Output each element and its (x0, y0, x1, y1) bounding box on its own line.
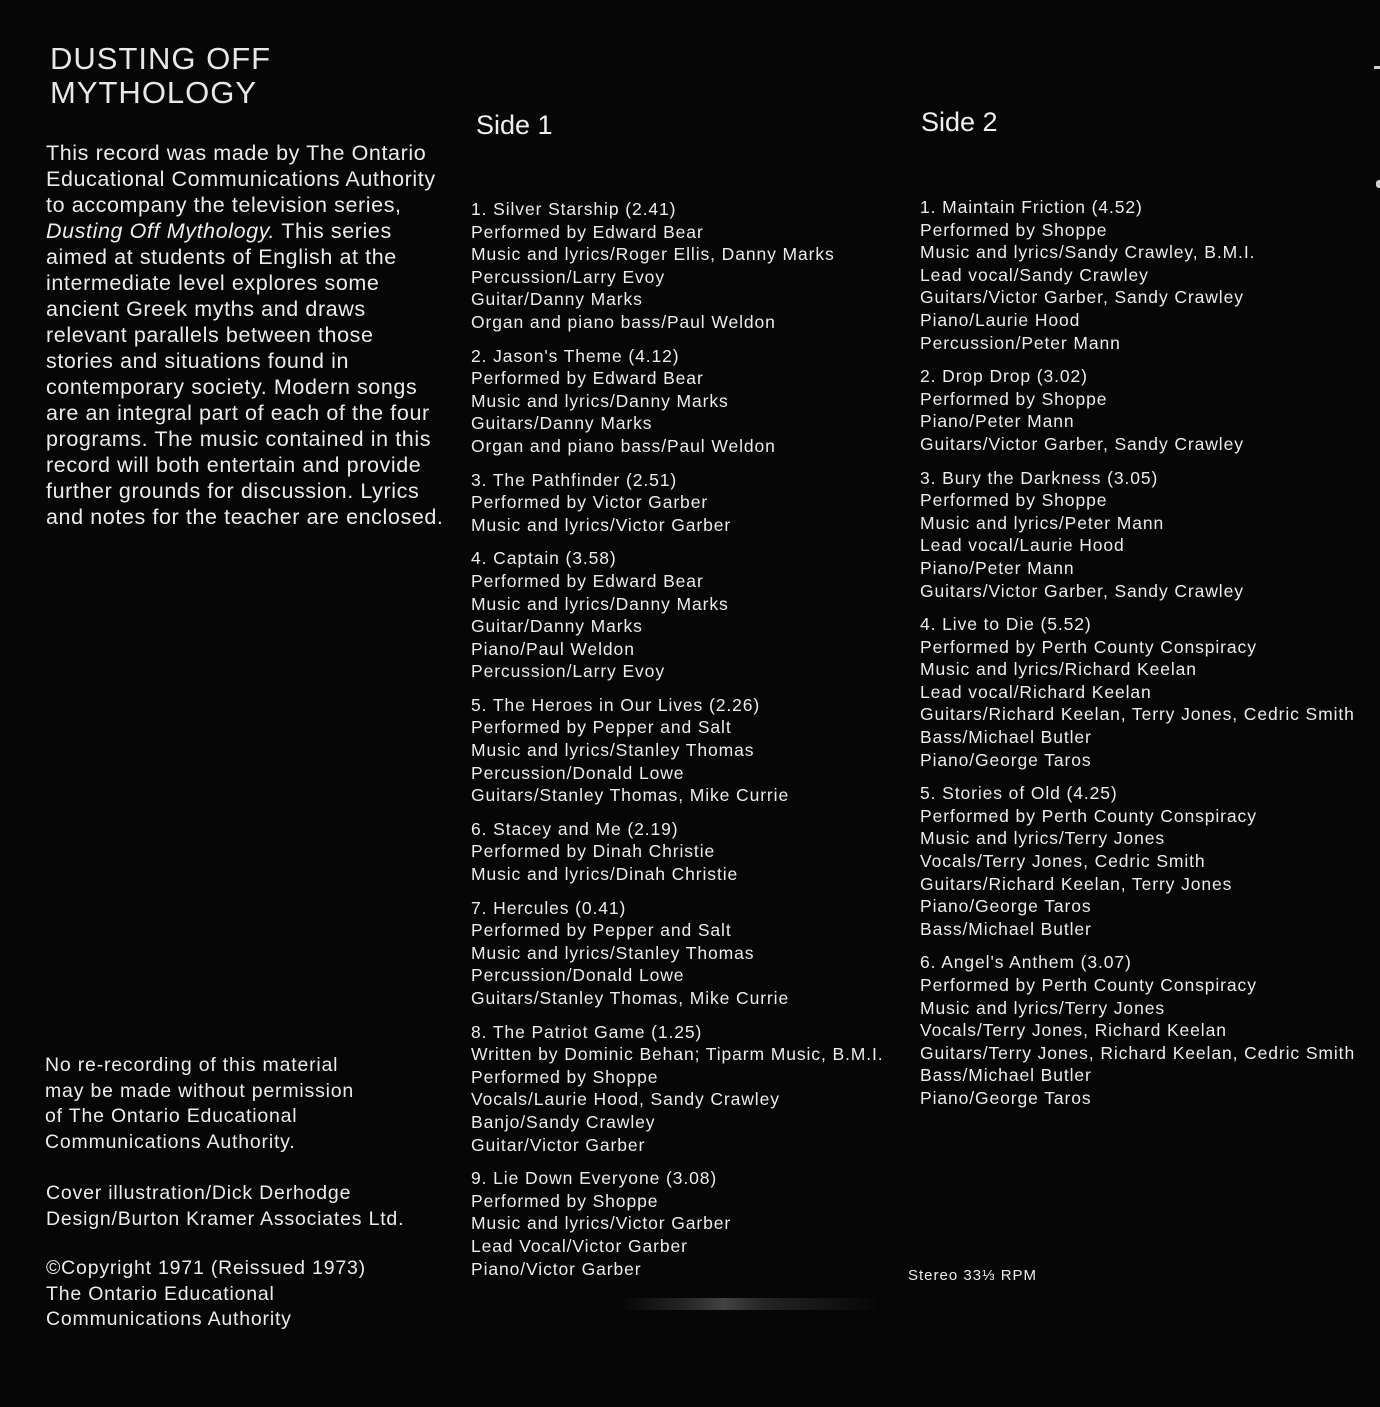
track-item (471, 547, 931, 683)
track-credit: Guitars/Victor Garber, Sandy Crawley (920, 433, 1244, 454)
track-credit: Performed by Shoppe (471, 1066, 659, 1087)
track-title: 6. Stacey and Me (2.19) (471, 818, 679, 839)
track-credit: Piano/Peter Mann (920, 557, 1075, 578)
track-credit: Performed by Pepper and Salt (471, 920, 732, 941)
track-credit: Vocals/Terry Jones, Richard Keelan (920, 1020, 1227, 1041)
track-credit: Piano/Peter Mann (920, 411, 1075, 432)
track-credit: Music and lyrics/Terry Jones (920, 997, 1165, 1018)
track-title: 8. The Patriot Game (1.25) (471, 1021, 703, 1042)
track-credit: Guitars/Stanley Thomas, Mike Currie (471, 785, 790, 806)
copyright-line: The Ontario Educational (46, 1282, 275, 1305)
track-item (920, 467, 1380, 603)
album-title (50, 42, 271, 110)
track-credit: Lead vocal/Laurie Hood (920, 535, 1125, 556)
track-title: 3. The Pathfinder (2.51) (471, 469, 678, 490)
track-item (920, 951, 1380, 1109)
track-credit: Written by Dominic Behan; Tiparm Music, B.M.I. (471, 1044, 884, 1065)
track-credit: Guitars/Richard Keelan, Terry Jones, Cedric Smith (920, 704, 1355, 725)
track-item (920, 613, 1380, 771)
track-credit: Music and lyrics/Victor Garber (471, 1213, 732, 1234)
track-item (471, 198, 931, 334)
track-title: 5. Stories of Old (4.25) (920, 783, 1118, 804)
track-credit: Lead Vocal/Victor Garber (471, 1235, 688, 1256)
notice-line: Communications Authority. (45, 1130, 296, 1153)
notice-line: No re-recording of this material (45, 1054, 339, 1076)
track-credit: Performed by Perth County Conspiracy (920, 975, 1257, 995)
track-item (920, 196, 1380, 354)
track-credit: Music and lyrics/Sandy Crawley, B.M.I. (920, 242, 1256, 263)
copyright-line: Communications Authority (46, 1308, 292, 1330)
track-credit: Performed by Shoppe (920, 490, 1108, 511)
track-item (471, 1021, 931, 1157)
edge-mark (1376, 180, 1380, 188)
track-credit: Performed by Edward Bear (471, 570, 704, 591)
track-title: 2. Drop Drop (3.02) (920, 366, 1088, 387)
track-credit: Performed by Perth County Conspiracy (920, 636, 1257, 657)
track-credit: Piano/George Taros (920, 749, 1092, 770)
track-credit: Performed by Edward Bear (471, 221, 704, 242)
track-credit: Performed by Shoppe (920, 219, 1108, 240)
notice-line: of The Ontario Educational (45, 1105, 298, 1127)
track-credit: Performed by Shoppe (471, 1190, 659, 1211)
track-title: 2. Jason's Theme (4.12) (471, 345, 680, 366)
credit-line: Design/Burton Kramer Associates Ltd. (46, 1207, 405, 1230)
track-credit: Music and lyrics/Peter Mann (920, 512, 1165, 533)
track-credit: Guitars/Stanley Thomas, Mike Currie (471, 988, 790, 1008)
track-credit: Percussion/Donald Lowe (471, 762, 685, 783)
side-2-tracklist (920, 196, 1380, 1121)
track-credit: Bass/Michael Butler (920, 918, 1092, 939)
track-title: 4. Captain (3.58) (471, 548, 617, 569)
rerecording-notice (45, 1053, 445, 1155)
track-credit: Piano/George Taros (920, 1087, 1092, 1108)
track-credit: Organ and piano bass/Paul Weldon (471, 311, 776, 332)
track-credit: Performed by Pepper and Salt (471, 717, 732, 738)
track-item (920, 365, 1380, 455)
track-credit: Guitars/Richard Keelan, Terry Jones (920, 873, 1233, 894)
track-item (471, 897, 931, 1010)
track-credit: Piano/Victor Garber (471, 1258, 642, 1279)
track-credit: Music and lyrics/Richard Keelan (920, 659, 1197, 680)
track-credit: Performed by Victor Garber (471, 492, 709, 513)
track-credit: Piano/Laurie Hood (920, 309, 1081, 330)
track-credit: Music and lyrics/Stanley Thomas (471, 740, 755, 761)
track-credit: Music and lyrics/Stanley Thomas (471, 942, 755, 963)
track-item (920, 782, 1380, 940)
edge-mark (1374, 66, 1380, 69)
track-credit: Lead vocal/Richard Keelan (920, 681, 1152, 702)
track-credit: Guitars/Danny Marks (471, 413, 653, 434)
track-credit: Music and lyrics/Victor Garber (471, 514, 732, 535)
track-credit: Guitars/Victor Garber, Sandy Crawley (920, 287, 1244, 308)
side-2-heading: Side 2 (921, 107, 998, 137)
print-smudge (620, 1298, 880, 1310)
track-credit: Guitar/Victor Garber (471, 1134, 646, 1155)
track-item (471, 345, 931, 458)
track-title: 5. The Heroes in Our Lives (2.26) (471, 694, 761, 715)
track-credit: Music and lyrics/Terry Jones (920, 828, 1165, 849)
track-credit: Guitars/Terry Jones, Richard Keelan, Cedric Smith (920, 1042, 1356, 1063)
track-credit: Music and lyrics/Roger Ellis, Danny Marks (471, 244, 835, 265)
track-credit: Organ and piano bass/Paul Weldon (471, 435, 776, 456)
track-credit: Piano/George Taros (920, 896, 1092, 917)
notice-line: may be made without permission (45, 1079, 355, 1102)
series-name: Dusting Off Mythology. (46, 219, 276, 243)
intro-paragraph (46, 140, 446, 530)
track-credit: Music and lyrics/Danny Marks (471, 390, 729, 411)
track-item (471, 1167, 931, 1280)
copyright-line: ©Copyright 1971 (Reissued 1973) (46, 1257, 366, 1279)
side-1-tracklist (471, 198, 931, 1291)
track-title: 1. Maintain Friction (4.52) (920, 197, 1143, 217)
intro-text-part-2: This series aimed at students of English at the intermediate level explores some ancient Greek myths and draws relevant parallels between those stories and situations found in contemporary society. Modern songs are an integral part of each of the four programs. The music contained in this record will both entertain and provide further grounds for discussion. Lyrics and notes for the teacher are enclosed. (46, 219, 444, 529)
track-credit: Guitars/Victor Garber, Sandy Crawley (920, 580, 1244, 601)
copyright-notice (46, 1256, 456, 1333)
track-title: 7. Hercules (0.41) (471, 897, 627, 918)
track-credit: Performed by Shoppe (920, 388, 1108, 409)
track-credit: Vocals/Terry Jones, Cedric Smith (920, 851, 1206, 872)
album-title-line-2: MYTHOLOGY (50, 75, 258, 110)
track-title: 6. Angel's Anthem (3.07) (920, 952, 1132, 973)
album-title-line-1: DUSTING OFF (50, 41, 272, 76)
track-credit: Percussion/Donald Lowe (471, 965, 685, 986)
track-title: 9. Lie Down Everyone (3.08) (471, 1168, 718, 1189)
track-credit: Vocals/Laurie Hood, Sandy Crawley (471, 1089, 780, 1110)
track-credit: Guitar/Danny Marks (471, 289, 643, 310)
track-credit: Bass/Michael Butler (920, 727, 1092, 748)
track-item (471, 818, 931, 886)
track-credit: Banjo/Sandy Crawley (471, 1111, 656, 1132)
track-credit: Bass/Michael Butler (920, 1065, 1092, 1086)
track-credit: Percussion/Larry Evoy (471, 266, 665, 287)
intro-text-part-1: This record was made by The Ontario Educational Communications Authority to accompany the television series, (46, 141, 436, 217)
track-title: 1. Silver Starship (2.41) (471, 199, 677, 219)
design-credits (46, 1181, 456, 1232)
credit-line: Cover illustration/Dick Derhodge (46, 1182, 352, 1204)
track-credit: Performed by Perth County Conspiracy (920, 805, 1257, 826)
track-credit: Guitar/Danny Marks (471, 616, 643, 637)
track-credit: Piano/Paul Weldon (471, 638, 635, 659)
track-credit: Performed by Dinah Christie (471, 841, 716, 862)
track-credit: Performed by Edward Bear (471, 368, 704, 389)
track-item (471, 469, 931, 537)
track-credit: Percussion/Larry Evoy (471, 661, 665, 682)
track-title: 4. Live to Die (5.52) (920, 614, 1092, 635)
track-credit: Percussion/Peter Mann (920, 332, 1121, 353)
track-credit: Lead vocal/Sandy Crawley (920, 264, 1149, 285)
track-item (471, 694, 931, 807)
track-title: 3. Bury the Darkness (3.05) (920, 467, 1159, 488)
track-credit: Music and lyrics/Dinah Christie (471, 864, 739, 885)
format-label: Stereo 33⅓ RPM (908, 1267, 1038, 1284)
track-credit: Music and lyrics/Danny Marks (471, 593, 729, 614)
side-1-heading: Side 1 (476, 110, 553, 140)
